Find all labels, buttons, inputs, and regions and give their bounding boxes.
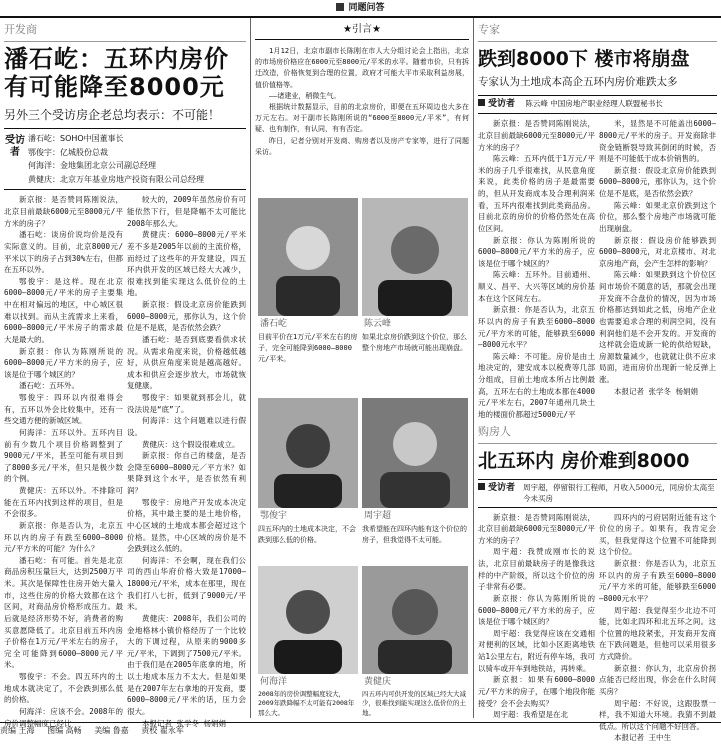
expert-subtitle: 专家认为土地成本高企五环内房价难跌太多	[478, 75, 717, 91]
paragraph: 何海洋：应该不会。2008年的房价调整幅度已经比	[4, 706, 123, 729]
photo-name: 何海洋	[260, 676, 287, 690]
interviewee: 黄健庆：北京万年基业房地产投资有限公司总经理	[28, 173, 246, 187]
paragraph: 周宇超：我赞成刚市长的说法，北京目前最缺房子的是像我这样的中产阶级，所以这个价位的房子非常有必要。	[478, 546, 595, 593]
interviewee-label: 受访者	[488, 99, 515, 109]
section-square-icon	[336, 3, 344, 11]
label-square-icon	[478, 99, 485, 106]
developer-article	[4, 22, 246, 720]
paragraph: 1月12日，北京市副市长陈刚在市人大分组讨论会上指出，北京的市场房价格应在6000元至8000元/平米的水平。随着市价，只有拆迁改造，价格恢复到合理的位置，政府才可能大平市采取利益房展，值价值格等。	[255, 46, 469, 91]
paragraph: 陈云峰：五环外。目前通州、顺义、昌平、大兴等区域的房价基本在这个区间左右。	[478, 269, 595, 304]
paragraph: 潘石屹：有可能。首先是北京商品房积压量巨大，达到2500万平米。其次是保障性住房开始大量入市，这些住房的价格大致都在这个区间，对商品房价格形成压力。最后就是经济形势不好，消费者的购买意愿降低了。北京目前五环内房子价格在1万元/平米左右的房子，完全可能降到6000—8000元/平米。	[4, 555, 123, 671]
photo-chen-yunfeng	[362, 198, 468, 316]
article-column-1	[4, 194, 123, 729]
photo-caption: 四五环内可供开发的区域已经大大减少，很难找到能实现这么低价位的土地。	[362, 690, 468, 718]
article-kicker: 开发商	[4, 22, 246, 39]
paragraph: 何海洋：不会啊，现在我们公司的西山华府价格大致是17000—18000元/平米，成本在那里，现在我们打八七折，低到了9000元/平米。	[127, 555, 246, 613]
photo-caption: 目前平价在1万元/平米左右的房子，完全可能降到6000—8000元/平米。	[258, 332, 358, 365]
buyer-interviewee-bar	[478, 479, 717, 508]
article-column-2	[599, 512, 716, 744]
paragraph: 何海洋：五环以外。五环内目前有少数几个项目价格调整到了9000元/平米，甚至可能有项目到了8000多元/平米，但只是极少数的个例。	[4, 427, 123, 485]
paragraph: 鄂俊宇：四环以内很难得会有，五环以外会比较集中，还有一些交通方便的新城区域。	[4, 392, 123, 427]
headline-line-1: 潘石屹：五环内房价	[4, 45, 246, 74]
paragraph: 新京报：你认为陈刚所说的6000—8000元/平方米的房子，应该是位于哪个城区的？	[478, 235, 595, 270]
paragraph: 潘石屹：五环外。	[4, 380, 123, 392]
interviewee: 陈云峰 中国房地产职业经理人联盟秘书长	[525, 99, 662, 108]
paragraph: 新京报：是否赞同陈刚说法，北京目前最缺6000元至8000元/平方米的房子？	[478, 118, 595, 153]
label-square-icon	[478, 483, 485, 490]
interviewee: 何海洋：金地集团北京公司副总经理	[28, 159, 246, 173]
paragraph: 何海洋：这个问题难以进行假设。	[127, 415, 246, 438]
paragraph: 新京报：是否赞同陈刚说法，北京目前最缺6000元至8000元/平方米的房子？	[478, 512, 595, 547]
paragraph: 较大的，2009年虽然房价有可能依然下行，但是降幅不太可能比2008年那么大。	[127, 194, 246, 229]
paragraph: 新京报：你认为陈刚所说的6000—8000元/平方米的房子，应该是位于哪个城区的？	[4, 346, 123, 381]
photo-caption: 2008年的房价调整幅度较大，2009年跌降幅不太可能有2008年那么大。	[258, 690, 358, 718]
photo-caption: 如果北京房价跌到这个价位，那么整个房地产市场就可能出现崩盘。	[362, 332, 468, 354]
photo-name: 陈云峰	[364, 318, 391, 332]
expert-article	[478, 22, 717, 418]
article-kicker: 购房人	[478, 424, 717, 441]
paragraph: 周宇超：我觉得至少北边不可能，比如北四环和北五环之间。这个位置的地段紧张，开发商开发商在下跌问题是，但他可以采用很多方式降价。	[599, 605, 716, 663]
section-header	[0, 0, 721, 18]
article-column-1	[478, 118, 595, 420]
paragraph: 鄂俊宇：房地产开发成本决定价格，其中最主要的是土地价格，中心区域的土地成本都会超过这个价格。显然，中心区域的房价是不会跌到这么低的。	[127, 497, 246, 555]
buyer-headline: 北五环内 房价难到8000	[478, 447, 717, 476]
column-divider	[250, 18, 251, 718]
article-column-2	[599, 118, 716, 420]
paragraph: 周宇超：我希望是在北	[478, 709, 595, 721]
footer-designer: 美编 鲁嘉	[94, 726, 129, 735]
paragraph: 新京报：如果有6000—8000元/平方米的房子，在哪个地段你能接受？会不会去购买？	[478, 674, 595, 709]
interviewee-label: 受访者	[4, 135, 26, 159]
paragraph: 米，显然是不可能盖出6000—8000元/平米的房子。开发商除非资金链断裂导致其倒闭的时候，否则是不可能低于成本价销售的。	[599, 118, 716, 165]
paragraph: 黄健庆：这个假设很难成立。	[127, 439, 246, 451]
interviewee: 潘石屹：SOHO中国董事长	[28, 132, 246, 146]
paragraph: 鄂俊宇：是这样。现在北京6000—8000元/平米的房子主要集中在相对偏远的地区，中心城区很难以找到。而从主流需求上来看，6000—8000元/平米房子的需求最大是最大的。	[4, 276, 123, 346]
paragraph: 黄健庆：6000—8000元/平米差不多是2005年以前的主流价格，而经过了这些年的开发建设，四五环内供开发的区域已经大大减少，很难找到能实现这么低价位的土地。	[127, 229, 246, 299]
paragraph: 新京报：是否赞同陈刚说法，北京目前最缺6000元至8000元/平方米的房子？	[4, 194, 123, 229]
footer-editor: 责编 王海	[0, 726, 35, 735]
photo-huang-jianqing	[362, 566, 468, 674]
photo-caption: 四五环内的土地成本决定，不会跌到那么低的价格。	[258, 524, 358, 546]
photo-name: 潘石屹	[260, 318, 287, 332]
photo-name: 鄂俊宇	[260, 510, 287, 524]
paragraph: 四环内的弓府居附近能有这个价位的房子。如果有，我肯定会买，但我觉得这个位置不可能降到这个价位。	[599, 512, 716, 559]
paragraph: 鄂俊宇：不会。四五环内的土地成本就决定了，不会跌到那么低的价格。	[4, 671, 123, 706]
paragraph: 陈云峰：如果跌到这个价位区间市场价不随意的话，那就会出现开发商不合盘价的情况，因为市场价格都达到如此之低，房地产企业也需要追求合理的利润空间，没有利润他们是不会开发的。开发商的这样就会造成新一轮的供给短缺，房源数量减少，也就就让供不应求局面，进而房价出现新一轮反弹上涨。	[599, 269, 716, 385]
buyer-article	[478, 424, 717, 720]
paragraph: 本报记者 王中生	[599, 732, 716, 744]
section-title: 同题问答	[348, 3, 384, 13]
article-kicker: 专家	[478, 22, 717, 39]
paragraph: 新京报：假设房价能够跌到6000—8000元，对北京楼市、对北京房地产商，会产生怎样的影响？	[599, 235, 716, 270]
expert-interviewee-bar	[478, 95, 717, 115]
interviewee: 鄂俊宇：亿城股份总裁	[28, 146, 246, 160]
paragraph: 昨日，记者分别对开发商、购房者以及房产专家等，进行了同题采访。	[255, 136, 469, 158]
paragraph: 新京报：你是否认为，北京五环以内的房子有跌至6000—8000元/平方米的可能，能够跌至6000—8000元水平？	[478, 304, 595, 351]
paragraph: ——诸建业，稍微生气。	[255, 91, 469, 102]
paragraph: 周宇超：我觉得应该在交通相对便利的区域，比如小区距离地铁站1公里左右，附近有停车场，我可以骑车或开车到地铁站，再转乘。	[478, 628, 595, 675]
paragraph: 新京报：你是否认为，北京五环以内的房子有跌至6000—8000元/平方米的可能？为什么？	[4, 520, 123, 555]
photo-zhou-yuchao	[362, 398, 468, 508]
paragraph: 新京报：你自己的楼盘，是否会降至6000—8000元／平方米？如果降到这个水平，是否依然有利润？	[127, 450, 246, 497]
headline-line-2: 有可能降至8000元	[4, 73, 246, 102]
paragraph: 黄健庆：五环以外。不排除可能在五环内找到这样的项目，但是不会很多。	[4, 485, 123, 520]
paragraph: 根据统计数据显示，目前的北京房价，即便在五环周边也大多在万元左右。对于副市长陈刚所说的“6000至8000元/平米”，有何疑、也有制作，有认同，有有否定。	[255, 102, 469, 136]
paragraph: 鄂俊宇：如果就到那会儿，就没法说是“底”了。	[127, 392, 246, 415]
photo-e-junyu	[258, 398, 358, 508]
paragraph: 本报记者 张学冬 杨娟娟	[127, 718, 246, 730]
photo-caption: 我希望能在四环内能有这个价位的房子，但我觉得不太可能。	[362, 524, 468, 546]
paragraph: 新京报：假设北京房价能跌到6000—8000元，那你认为，这个价位是不是底，是否依然会跌？	[599, 165, 716, 200]
article-subtitle: 另外三个受访房企老总均表示：不可能！	[4, 106, 246, 124]
paragraph: 潘石屹：谈房价说均价是没有实际意义的。目前，北京8000元/平米以下的房子占到30%左右，但都在五环以外。	[4, 229, 123, 276]
interviewee-label: 受访者	[488, 483, 515, 493]
photo-name: 周宇超	[364, 510, 391, 524]
paragraph: 新京报：你认为陈刚所说的6000—8000元/平方米的房子，应该是位于哪个城区的？	[478, 593, 595, 628]
expert-headline: 跌到8000下 楼市将崩盘	[478, 45, 717, 74]
paragraph: 新京报：你是否认为，北京五环以内的房子有跌至6000—8000元/平方米的可能，能够跌至6000—8000元水平？	[599, 558, 716, 605]
paragraph: 本报记者 张学冬 杨娟娟	[599, 386, 716, 398]
interviewee-list	[28, 132, 246, 186]
interviewee-box	[4, 128, 246, 190]
interviewee: 周宇超，停留银行工程师，月收入5000元，同房价太高至今未买房	[523, 482, 717, 505]
footer-image-editor: 图编 高畅	[47, 726, 82, 735]
photo-pan-shiyi	[258, 198, 358, 316]
photo-name: 黄健庆	[364, 676, 391, 690]
quote-body	[255, 46, 469, 158]
article-column-1	[478, 512, 595, 744]
footer-proofreader: 责校 翟永军	[141, 726, 184, 735]
page-footer	[0, 722, 721, 737]
paragraph: 黄健庆：2008年，我们公司的金地格林小镇价格经历了一个比较大的下调过程，从原来的9000多元/平米，下调到了7500元/平米。由于我们是在2005年底拿的地，所以土地成本压力不太大。但是如果是在2007年左右拿地的开发商，要6000—8000元/平米的话，压力会很大。	[127, 613, 246, 718]
photo-he-haiyang	[258, 566, 358, 674]
quote-header-text: 引言	[352, 24, 372, 35]
column-divider	[473, 18, 474, 718]
article-column-2	[127, 194, 246, 729]
paragraph: 新京报：你认为，北京房价拐点能否已经出现，你会在什么时间买房？	[599, 663, 716, 698]
paragraph: 周宇超：不好说，这跟股票一样，我不知道大环境。我猜不到最低点。所以这个问题不好回答。	[599, 698, 716, 733]
paragraph: 陈云峰：不可能。房价是由土地决定的，建安成本以税费等几部分组成，目前土地成本所占比例最高，五环左右的土地成本都在4000元/平米左右，2007年通州几块土地的楼面价都超过5000元/平	[478, 351, 595, 421]
paragraph: 陈云峰：如果北京价跌到这个价位，那么整个房地产市场就可能出现崩盘。	[599, 200, 716, 235]
quote-header: ★引言★	[255, 22, 469, 40]
paragraph: 新京报：假设北京房价能跌到6000—8000元，那你认为，这个价位是不是底，是否依然会跌？	[127, 299, 246, 334]
paragraph: 潘石屹：是否到底要看供求状况。从需求角度来说，价格越低越好，从供应角度来说是越高越好。成本和供应会逐步放大，市场就恢复健康。	[127, 334, 246, 392]
paragraph: 陈云峰：五环内低于1万元/平米的房子几乎很难找，从民意角度来说，此类价格的房子是最需要的，但从开发商成本及合理利润来看，五环内很难找到此类商品房。目前北京的房价的价格仍然处在高位区间。	[478, 153, 595, 234]
